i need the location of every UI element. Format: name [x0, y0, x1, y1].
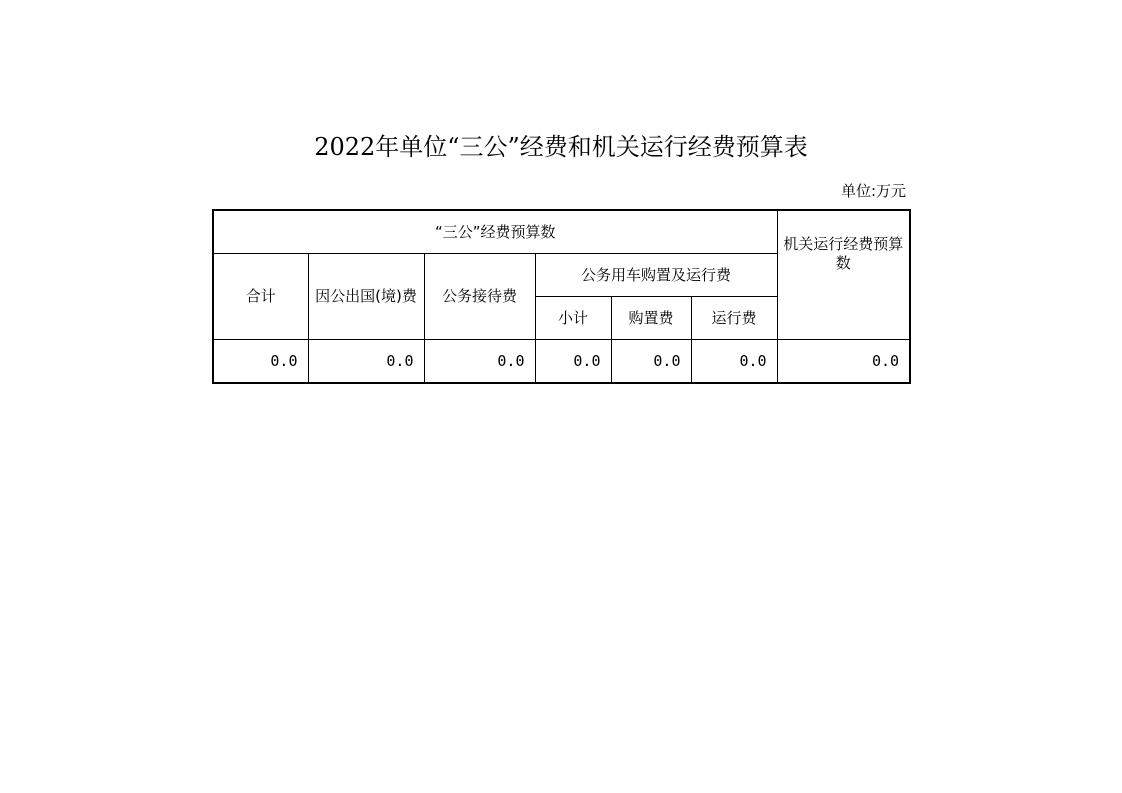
- unit-label: 单位:万元: [840, 182, 906, 200]
- agency-operation-header: [777, 210, 910, 340]
- header-row-group: [213, 210, 910, 254]
- vehicle-group-header: 公务用车购置及运行费: [535, 254, 777, 297]
- vehicle-purchase-value: 0.0: [611, 340, 691, 384]
- budget-table: [212, 209, 911, 384]
- reception-header: 公务接待费: [424, 254, 535, 340]
- reception-value: 0.0: [424, 340, 535, 384]
- page-title: 2022年单位“三公”经费和机关运行经费预算表: [314, 133, 808, 161]
- sangong-group-header: “三公”经费预算数: [213, 210, 777, 254]
- agency-operation-header-label: 机关运行经费预算数: [783, 235, 904, 272]
- abroad-header: 因公出国(境)费: [308, 254, 424, 340]
- total-value: 0.0: [213, 340, 308, 384]
- total-header: 合计: [213, 254, 308, 340]
- vehicle-operation-value: 0.0: [691, 340, 777, 384]
- vehicle-operation-header: 运行费: [691, 297, 777, 340]
- abroad-value: 0.0: [308, 340, 424, 384]
- vehicle-subtotal-value: 0.0: [535, 340, 611, 384]
- vehicle-purchase-header: 购置费: [611, 297, 691, 340]
- table-row: [213, 340, 910, 384]
- agency-operation-value: 0.0: [777, 340, 910, 384]
- vehicle-subtotal-header: 小计: [535, 297, 611, 340]
